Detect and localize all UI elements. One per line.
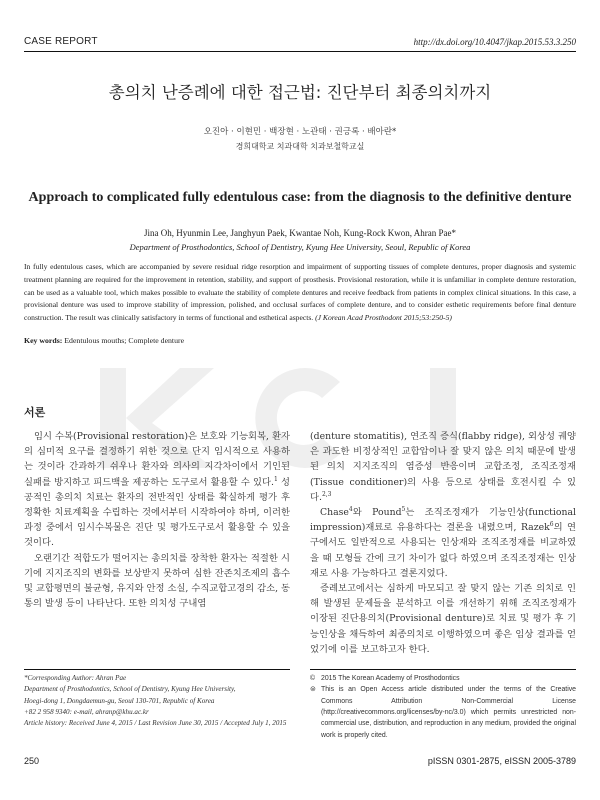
citation-ref[interactable]: 2,3	[321, 490, 332, 498]
korean-authors: 오진아 · 이현민 · 백장현 · 노관태 · 권긍록 · 배아란*	[203, 127, 397, 137]
copyright-text: 2015 The Korean Academy of Prosthodontics	[321, 675, 460, 683]
citation-ref[interactable]: 6	[549, 521, 554, 529]
footer-notes	[24, 669, 576, 741]
page-footer	[24, 755, 576, 767]
abstract	[24, 261, 576, 325]
korean-title: 총의치 난증례에 대한 접근법: 진단부터 최종의치까지	[108, 83, 492, 102]
citation-ref[interactable]: 1	[273, 475, 278, 483]
text: 는 조직조정재가 기능인상(functional impression)재료로 유용하다는 결론을 내렸으며, Razek	[310, 507, 576, 534]
paragraph	[310, 429, 576, 505]
abstract-text: In fully edentulous cases, which are accompanied by severe residual ridge resorption and impairment of supporting tissues of complete dentures, proper diagnosis and systemic treatment planning are required for the improvement in retention, stability, and support of prosthesis. Provisional restoration, while it is unfamiliar in complete denture restoration, can be used as a valuable tool, which makes possible to evaluate the stability of complete dentures and receive feedback from patients in complex clinical situations. In this case, a provisional denture was used to improve stability of impression, polished, and occlusal surfaces of complete denture, and to consider esthetic requirements before final denture construction. The result was clinically satisfactory in terms of functional and esthetical aspects.	[24, 262, 576, 323]
text: 임시 수복(Provisional restoration)은 보호와 기능회복, 환자의 심미적 요구를 결정하기 위한 것으로 단지 임시적으로 사용하는 것이라 간과하기 쉬우나 환자와 의사의 지각차이에서 기인된 실패를 방지하고 피드백을 제공하는 도구로서 활용할 수 있다.	[24, 430, 290, 488]
footnote-line: Hoegi-dong 1, Dongdaemun-gu, Seoul 130-701, Republic of Korea	[24, 696, 215, 705]
keywords-label: Key words:	[24, 335, 63, 345]
english-department: Department of Prosthodontics, School of Dentistry, Kyung Hee University, Seoul, Republic of Korea	[129, 242, 471, 252]
corresponding-author-footnote	[24, 669, 290, 729]
text: 의 연구에서도 일반적으로 사용되는 인상재와 조직조정재를 비교하였을 때 모형들 간에 크기 차이가 없다 하였으며 조직조정재는 인상재로 사용 가능하다고 결론지었다.	[310, 522, 576, 579]
footnote-line: +82 2 958 9340: e-mail, ahranp@khu.ac.kr	[24, 707, 149, 716]
issn: pISSN 0301-2875, eISSN 2005-3789	[427, 755, 576, 766]
left-column	[24, 429, 290, 611]
section-title-introduction: 서론	[24, 405, 46, 419]
paragraph	[310, 505, 576, 581]
abstract-citation: (J Korean Acad Prosthodont 2015;53:250-5)	[315, 313, 452, 323]
page-header	[24, 36, 576, 52]
keywords-text: Edentulous mouths; Complete denture	[64, 335, 185, 345]
license-block	[310, 669, 576, 741]
paragraph: 오랜기간 적합도가 떨어지는 총의치를 장착한 환자는 적절한 시기에 지지조직의 변화를 보상받지 못하여 심한 잔존치조제의 흡수 및 교합평면의 불균형, 유지와 안정 소실, 수직교합고경의 감소, 동통의 발생 등이 나타난다. 또한 의치성 구내염	[24, 552, 291, 610]
doi-link[interactable]: http://dx.doi.org/10.4047/jkap.2015.53.3.250	[413, 37, 576, 47]
text: 성공적인 총의치 치료는 환자의 전반적인 상태를 확실하게 평가 후 정확한 치료계획을 수립하는 것에서부터 시작하여야 하며, 이러한 과정 중에서 임시수복물은 진단 및 평가도구로서 활용할 수 있을 것이다.	[24, 476, 290, 549]
license-text: This is an Open Access article distributed under the terms of the Creative Commons Attribution Non-Commercial License (http://creativecommons.org/licenses/by-nc/3.0) which permits unrestricted non-commercial use, distribution, and reproduction in any medium, provided the original work is properly cited.	[321, 686, 576, 739]
footnote-line: *Corresponding Author: Ahran Pae	[24, 674, 127, 683]
text: 와 Pound	[352, 507, 402, 518]
body-columns	[24, 429, 576, 657]
citation-ref[interactable]: 5	[401, 505, 406, 513]
section-label: CASE REPORT	[24, 36, 98, 47]
paragraph	[24, 429, 290, 551]
cc-noncommercial-icon: ⊜	[310, 686, 316, 694]
text: (denture stomatitis), 연조직 증식(flabby ridge), 외상성 궤양은 과도한 비정상적인 교합압이나 잘 맞지 않은 의치 때문에 발생된 의치 지지조직의 염증성 반응이며 교합조정, 조직조정재(Tissue conditioner)의 사용 등으로 상태를 호전시킬 수 있다.	[310, 430, 576, 503]
right-column	[310, 429, 576, 657]
text: Chase	[320, 507, 349, 518]
paragraph: 증례보고에서는 심하게 마모되고 잘 맞지 않는 기존 의치로 인해 발생된 문제들을 분석하고 이를 개선하기 위해 조직조정재가 이장된 진단용의치(Provisional denture)로 치료 및 평가 후 기능인상을 채득하여 최종의치로 이행하였으며 좋은 임상 결과를 얻었기에 이를 보고하고자 한다.	[310, 583, 576, 655]
english-authors: Jina Oh, Hyunmin Lee, Janghyun Paek, Kwantae Noh, Kung-Rock Kwon, Ahran Pae*	[144, 228, 456, 238]
keywords	[24, 335, 576, 347]
footnote-line: Department of Prosthodontics, School of Dentistry, Kyung Hee University,	[24, 685, 236, 694]
citation-ref[interactable]: 4	[348, 505, 353, 513]
page-number: 250	[24, 755, 40, 766]
korean-affiliation: 경희대학교 치과대학 치과보철학교실	[235, 142, 365, 151]
copyright-icon: ©	[310, 675, 316, 683]
footnote-line: Article history: Received June 4, 2015 / Last Revision June 30, 2015 / Accepted July 1, 2015	[24, 719, 287, 728]
english-title: Approach to complicated fully edentulous case: from the diagnosis to the definitive denture	[28, 190, 572, 205]
